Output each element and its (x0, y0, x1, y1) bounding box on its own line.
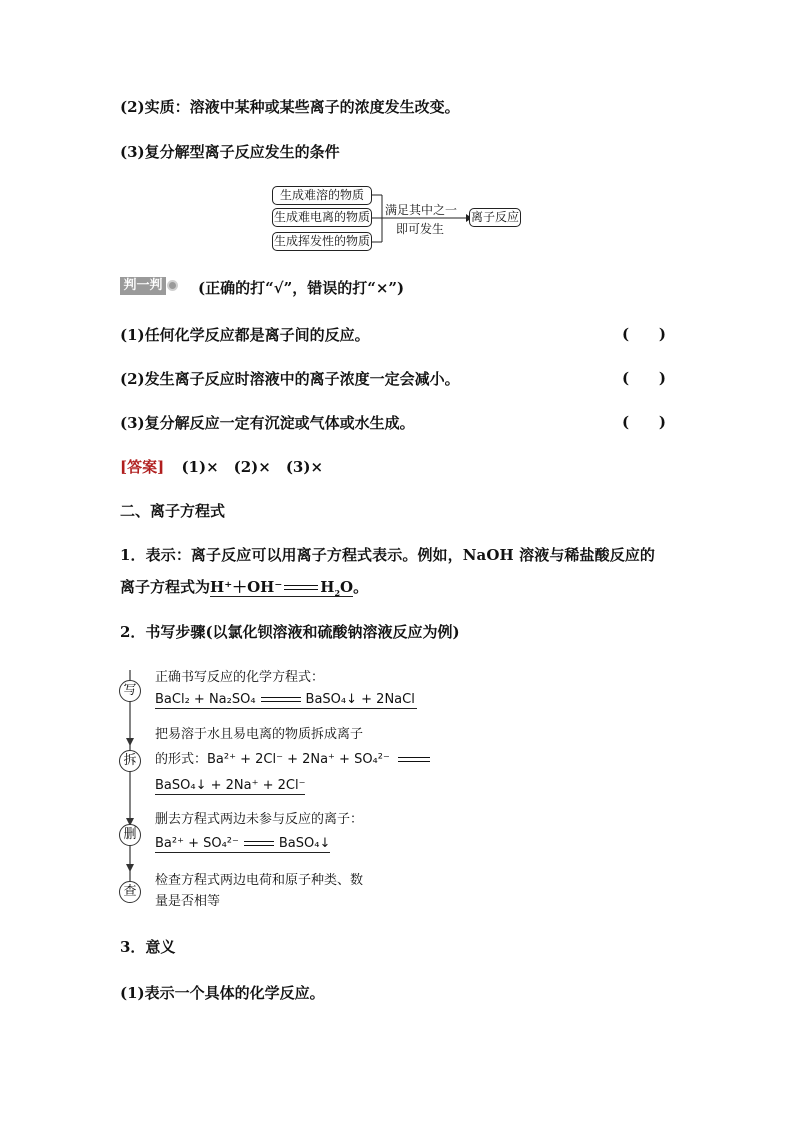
step-check-icon: 查 (119, 881, 141, 903)
line-essence: (2)实质：溶液中某种或某些离子的浓度发生改变。 (120, 98, 460, 116)
judge-badge: 判一判 (120, 277, 166, 295)
diagram-mid-bottom: 即可发生 (396, 222, 445, 236)
section3-p1: (1)表示一个具体的化学反应。 (120, 984, 325, 1002)
judge-item-2: (2)发生离子反应时溶液中的离子浓度一定会减小。 (120, 370, 460, 388)
step-split-icon: 拆 (119, 750, 141, 772)
condition-box-3: 生成挥发性的物质 (272, 232, 372, 251)
step-write-icon: 写 (119, 680, 141, 702)
judge-item-1: (1)任何化学反应都是离子间的反应。 (120, 326, 370, 344)
section2-p1-line2: 离子方程式为H⁺＋OH⁻ $H_2O$。 (120, 578, 369, 598)
step4-desc-line1: 检查方程式两边电荷和原子种类、数 (155, 873, 364, 888)
judge-item-3-blank[interactable]: ( ) (622, 413, 666, 431)
answer-text: (1)× (2)× (3)× (181, 458, 324, 476)
section3-heading: 3．意义 (120, 938, 176, 956)
judge-item-2-blank[interactable]: ( ) (622, 369, 666, 387)
judge-item-3: (3)复分解反应一定有沉淀或气体或水生成。 (120, 414, 415, 432)
line-conditions-heading: (3)复分解型离子反应发生的条件 (120, 143, 340, 161)
diagram-mid-top: 满足其中之一 (385, 203, 458, 217)
result-box: 离子反应 (469, 208, 521, 227)
ionic-equation: H⁺＋OH⁻ $H_2O$ (210, 578, 354, 598)
step2-equation-left: 的形式：Ba²⁺ + 2Cl⁻ + 2Na⁺ + SO₄²⁻ (155, 751, 430, 768)
section2-heading: 二、离子方程式 (120, 502, 226, 520)
step2-equation-right: BaSO₄↓ + 2Na⁺ + 2Cl⁻ (155, 778, 306, 793)
step2-desc: 把易溶于水且易电离的物质拆成离子 (155, 727, 364, 742)
section2-p1-line1: 1．表示：离子反应可以用离子方程式表示。例如，NaOH 溶液与稀盐酸反应的 (120, 546, 656, 564)
step1-desc: 正确书写反应的化学方程式： (155, 670, 325, 685)
step-delete-icon: 删 (119, 824, 141, 846)
answer-line (120, 457, 323, 477)
steps-vertical-line (116, 668, 156, 900)
brace-connector (370, 186, 480, 252)
section2-p2: 2．书写步骤(以氯化钡溶液和硫酸钠溶液反应为例) (120, 623, 460, 641)
step3-equation: Ba²⁺ + SO₄²⁻ BaSO₄↓ (155, 836, 331, 851)
judge-instruction: (正确的打“√”，错误的打“×”) (198, 279, 405, 297)
badge-dot-icon (167, 280, 178, 291)
step4-desc-line2: 量是否相等 (155, 894, 221, 909)
step1-equation: BaCl₂ + Na₂SO₄ BaSO₄↓ + 2NaCl (155, 692, 415, 707)
answer-label: [答案] (120, 458, 165, 476)
condition-box-2: 生成难电离的物质 (272, 208, 372, 227)
condition-box-1: 生成难溶的物质 (272, 186, 372, 205)
judge-item-1-blank[interactable]: ( ) (622, 325, 666, 343)
step3-desc: 删去方程式两边未参与反应的离子： (155, 812, 364, 827)
